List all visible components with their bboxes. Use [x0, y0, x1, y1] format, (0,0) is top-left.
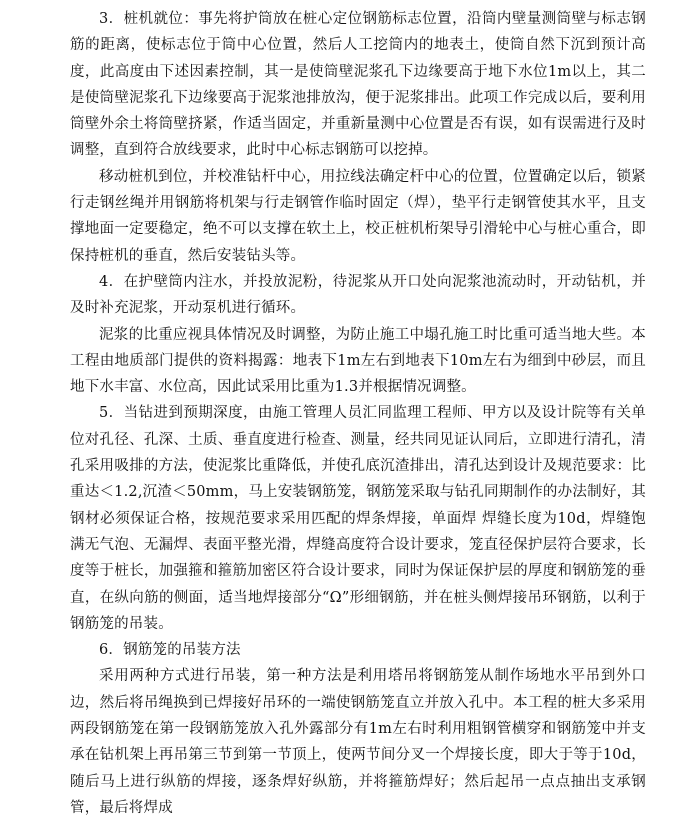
paragraph-move-rig: 移动桩机到位，并校准钻杆中心，用拉线法确定杆中心的位置，位置确定以后，锁紧行走钢丝绳并用钢筋将机架与行走钢管作临时固定（焊），垫平行走钢管使其水平，且支撑地面一定要稳定，绝不可以支撑在软土上，校正桩机桁架导引滑轮中心与桩心重合，即保持桩机的垂直，然后安装钻头等。: [70, 168, 646, 264]
document-page: [70, 6, 646, 821]
paragraph-hoisting-method: 采用两种方式进行吊装，第一种方法是利用塔吊将钢筋笼从制作场地水平吊到外口边，然后将吊绳换到已焊接好吊环的一端使钢筋笼直立并放入孔中。本工程的桩大多采用两段钢筋笼在第一段钢筋笼放入孔外露部分有1m左右时利用粗钢管横穿和钢筋笼中并支承在钻机架上再吊第三节到第一节顶上，使两节间分叉一个焊接长度，即大于等于10d，随后马上进行纵筋的焊接，逐条焊好纵筋，并将箍筋焊好；然后起吊一点点抽出支承钢管，最后将焊成: [70, 668, 646, 816]
section-heading-cage-hoisting: 6．钢筋笼的吊装方法: [99, 642, 241, 659]
paragraph-hole-cleaning: 5．当钻进到预期深度，由施工管理人员汇同监理工程师、甲方以及设计院等有关单位对孔径、孔深、土质、垂直度进行检查、测量，经共同见证认同后，立即进行清孔，清孔采用吸排的方法，使泥浆比重降低，并使孔底沉渣排出，清孔达到设计及规范要求：比重达＜1.2,沉渣＜50mm，马上安装钢筋笼，钢筋笼采取与钻孔同期制作的办法制好，其钢材必须保证合格，按规范要求采用匹配的焊条焊接，单面焊 焊缝长度为10d，焊缝饱满无气泡、无漏焊、表面平整光滑，焊缝高度符合设计要求，笼直径保护层符合要求，长度等于桩长，加强箍和箍筋加密区符合设计要求，同时为保证保护层的厚度和钢筋笼的垂直，在纵向筋的侧面，适当地焊接部分“Ω”形细钢筋，并在桩头侧焊接吊环钢筋，以利于钢筋笼的吊装。: [70, 405, 646, 632]
paragraph-mud-density: 泥浆的比重应视具体情况及时调整，为防止施工中塌孔施工时比重可适当地大些。本工程由地质部门提供的资料揭露：地表下1m左右到地表下10m左右为细到中砂层，而且地下水丰富、水位高，因此试采用比重为1.3并根据情况调整。: [70, 326, 646, 396]
paragraph-water-injection: 4．在护壁筒内注水，并投放泥粉，待泥浆从开口处向泥浆池流动时，开动钻机，并及时补充泥浆，开动泵机进行循环。: [70, 273, 646, 317]
paragraph-pile-positioning: 3．桩机就位：事先将护筒放在桩心定位钢筋标志位置，沿筒内壁量测筒壁与标志钢筋的距离，使标志位于筒中心位置，然后人工挖筒内的地表土，使筒自然下沉到预计高度，此高度由下述因素控制，其一是使筒壁泥浆孔下边缘要高于地下水位1m以上，其二是使筒壁泥浆孔下边缘要高于泥浆池排放沟，便于泥浆排出。此项工作完成以后，要利用筒壁外余土将筒壁挤紧，作适当固定，并重新量测中心位置是否有误，如有误需进行及时调整，直到符合放线要求，此时中心标志钢筋可以挖掉。: [70, 11, 646, 159]
